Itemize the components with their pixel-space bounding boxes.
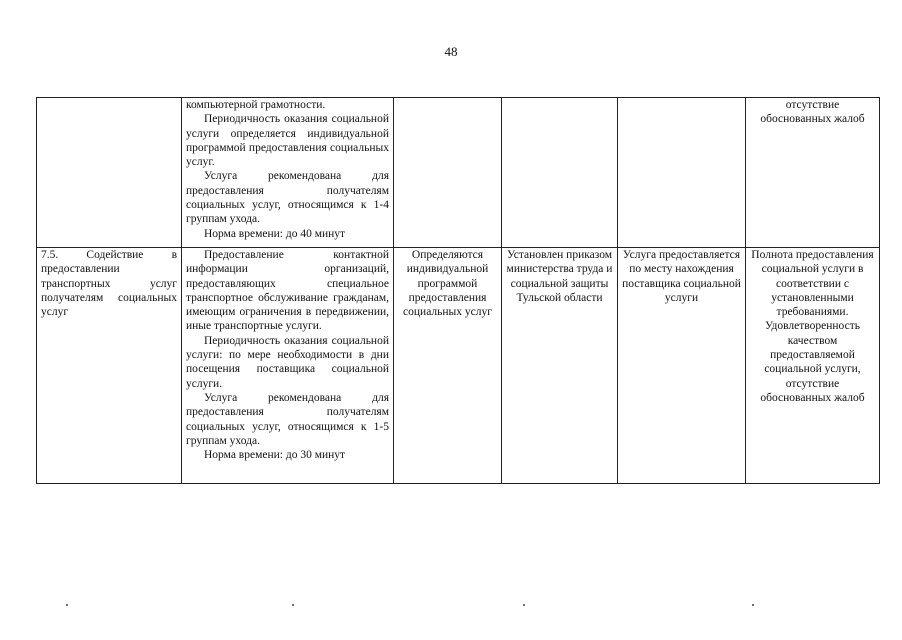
indicators-cell: Полнота предоставления социальной услуги в соответствии с установленными требованиями. Удовлетворенность качеством предоставляемой социальной услуги, отсутствие обоснованных жалоб (746, 248, 880, 484)
scan-specks (0, 604, 902, 610)
table-row (37, 98, 880, 248)
conditions-cell (618, 98, 746, 248)
content-paragraph: компьютерной грамотности. (186, 99, 326, 111)
conditions-cell: Услуга предоставляется по месту нахождения поставщика социальной услуги (618, 248, 746, 484)
services-table (36, 97, 880, 484)
content-paragraph: Предоставление контактной информации организаций, предоставляющих специальное транспортное обслуживание гражданам, имеющим ограничения в передвижении, иные транспортные услуги. (186, 249, 389, 333)
service-content-cell (182, 248, 394, 484)
volume-cell (394, 98, 502, 248)
service-name-cell: 7.5. Содействие в предоставлении транспортных услуг получателям социальных услуг (37, 248, 182, 484)
cost-cell (502, 98, 618, 248)
scan-speck (292, 604, 294, 606)
service-name-cell (37, 98, 182, 248)
content-paragraph: Периодичность оказания социальной услуги: по мере необходимости в дни посещения поставщика социальной услуги. (186, 334, 389, 390)
indicators-cell: отсутствие обоснованных жалоб (746, 98, 880, 248)
service-content-cell (182, 98, 394, 248)
content-paragraph: Норма времени: до 40 минут (204, 227, 346, 240)
scan-speck (523, 604, 525, 606)
content-paragraph: Услуга рекомендована для предоставления получателям социальных услуг, относящимся к 1-4 группам ухода. (186, 170, 389, 226)
cost-cell: Установлен приказом министерства труда и социальной защиты Тульской области (502, 248, 618, 484)
scan-speck (752, 604, 754, 606)
volume-cell: Определяются индивидуальной программой предоставления социальных услуг (394, 248, 502, 484)
content-paragraph: Периодичность оказания социальной услуги определяется индивидуальной программой предоставления социальных услуг. (186, 113, 389, 169)
page-number: 48 (444, 44, 458, 59)
content-paragraph: Норма времени: до 30 минут (204, 449, 346, 462)
scan-speck (66, 604, 68, 606)
table-row (37, 248, 880, 484)
content-paragraph: Услуга рекомендована для предоставления получателям социальных услуг, относящимся к 1-5 группам ухода. (186, 391, 389, 447)
